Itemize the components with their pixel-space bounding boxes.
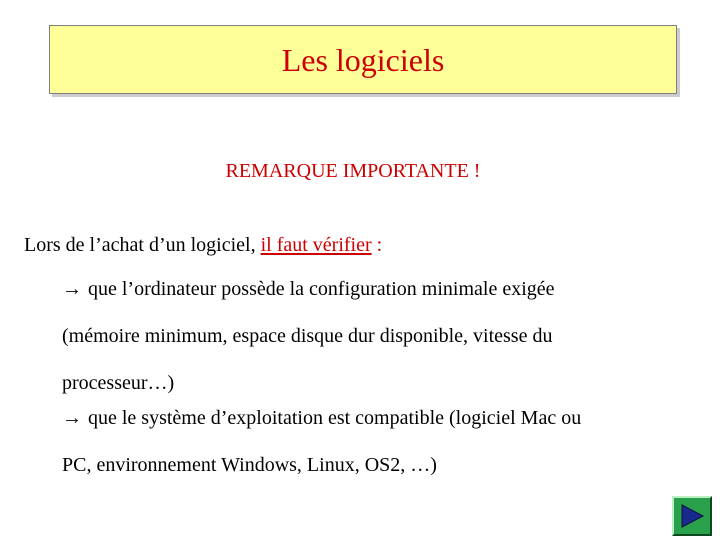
right-arrow-icon: → <box>62 407 82 429</box>
next-slide-button[interactable] <box>672 496 712 536</box>
play-triangle-icon <box>678 502 706 530</box>
slide-title: Les logiciels <box>281 41 445 78</box>
important-remark: REMARQUE IMPORTANTE ! <box>225 160 481 182</box>
bullet-operating-system <box>62 395 702 489</box>
bullet-line <box>62 395 702 442</box>
bullet-configuration <box>62 266 702 407</box>
title-box <box>49 25 677 94</box>
bullet-line <box>62 266 702 313</box>
bullet-line: (mémoire minimum, espace disque dur disponible, vitesse du <box>62 325 553 347</box>
bullet-line: processeur…) <box>62 372 175 394</box>
intro-sentence <box>24 234 382 257</box>
bullet-text: que le système d’exploitation est compatible (logiciel Mac ou <box>88 407 582 429</box>
intro-colon: : <box>371 234 383 256</box>
intro-text: Lors de l’achat d’un logiciel, <box>24 234 261 256</box>
right-arrow-icon: → <box>62 278 82 300</box>
intro-emphasis: il faut vérifier <box>260 234 372 256</box>
bullet-text: que l’ordinateur possède la configuration minimale exigée <box>88 278 555 300</box>
bullet-line: PC, environnement Windows, Linux, OS2, …) <box>62 454 437 476</box>
